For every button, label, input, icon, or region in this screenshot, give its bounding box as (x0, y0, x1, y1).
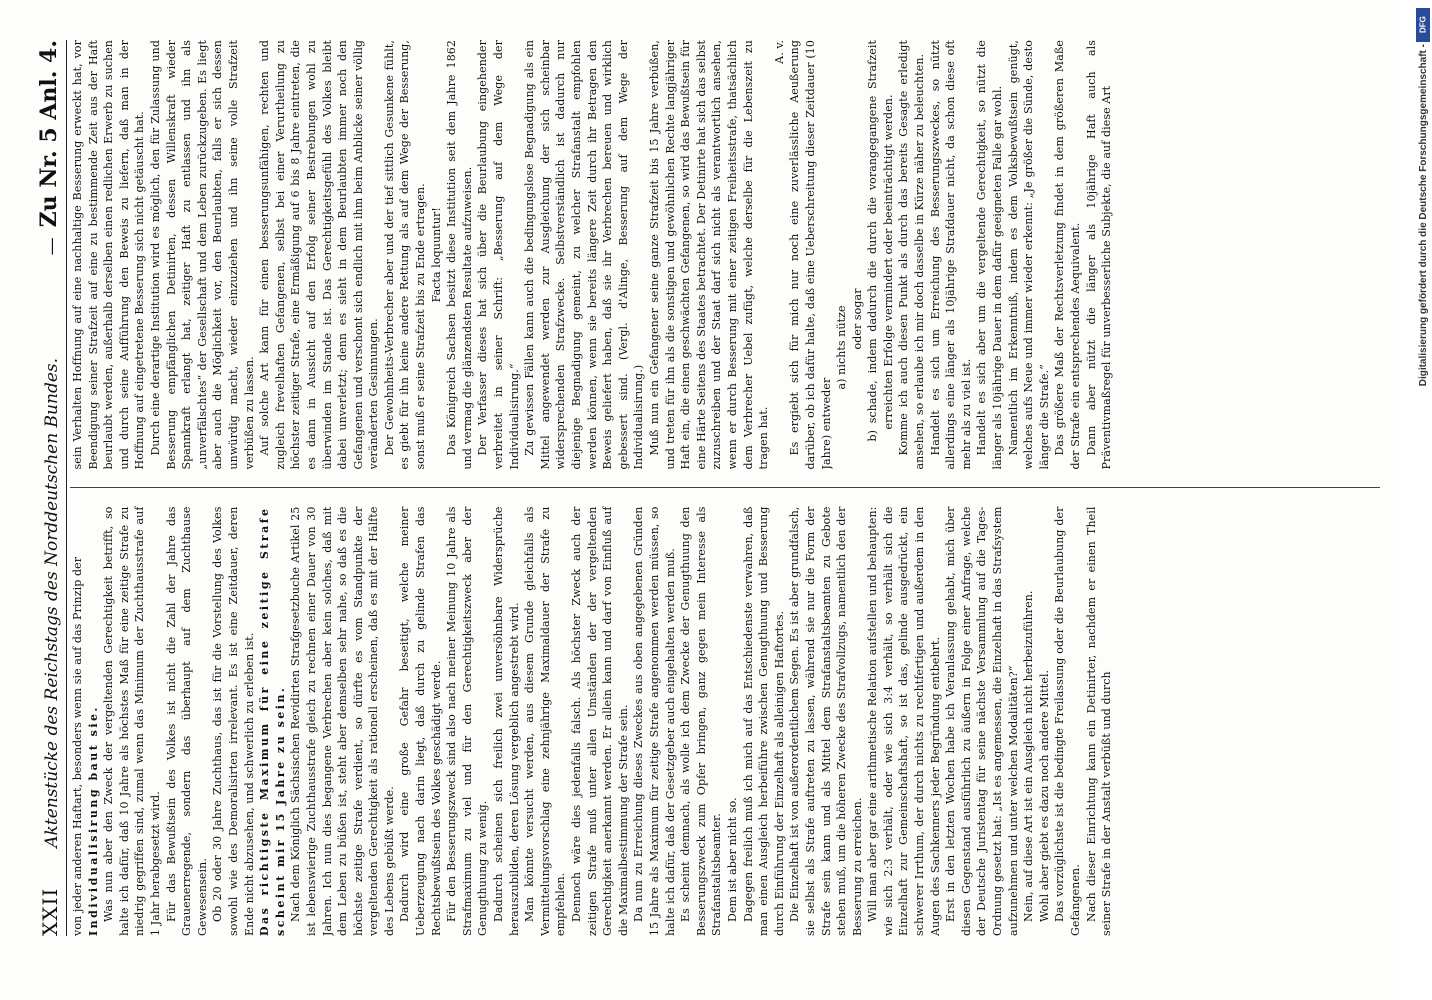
paragraph: Nach dieser Einrichtung kann ein Detinirter, nachdem er einen Theil seiner Strafe in der Anstalt verbüßt und durch (1084, 506, 1114, 936)
paragraph: Das Königreich Sachsen besitzt diese Institution seit dem Jahre 1862 und vermag die glänzendsten Resultate aufzuweisen. (445, 40, 474, 470)
digitization-credit: Digitalisierung gefördert durch die Deutsche Forschungsgemeinschaft - (1417, 44, 1429, 387)
header-dash: — (41, 237, 62, 256)
paragraph: Für den Besserungszweck sind also nach meiner Meinung 10 Jahre als Strafmaximum zu viel und für den Gerechtigkeitszweck aber der Genugthuung zu wenig. (445, 506, 490, 936)
paragraph: Was nun aber den Zweck der vergeltenden Gerechtigkeit betrifft, so halte ich dafür, daß 10 Jahre als höchstes Maß für eine zeitige Strafe zu niedrig gegriffen sind, zumal wenn das Minimum der Zuchthausstrafe auf 1 Jahr herabgesetzt wird. (102, 506, 162, 936)
paragraph: Nein, auf diese Art ist ein Ausgleich nicht herbeizuführen. (1022, 590, 1036, 922)
paragraph: Muß nun ein Gefangener seine ganze Strafzeit bis 15 Jahre verbüßen, und treten für ihn als die sonstigen und gewöhnlichen Rechte langjähriger Haft ein, die einen geschwächten Gefangenen, so wird das Bewußtsein für eine Härte Seitens des Staates betrachtet. Der Detinirte hat sich das selbst zuzuschreiben und der Staat darf sich nicht als verantwortlich ansehen, wenn er durch Besserung mit einer zeitigen Freiheitsstrafe, thatsächlich dem Verbrecher Uebel zufügt, welche derselbe für die Lebenszeit zu tragen hat. (647, 40, 771, 470)
paragraph: Dem ist aber nicht so. (725, 797, 739, 922)
document-reference: Zu Nr. 5 Anl. 4. (36, 40, 62, 228)
text-columns (70, 40, 1380, 936)
paragraph: Dadurch wird eine große Gefahr beseitigt, welche meiner Ueberzeugung nach darin liegt, daß durch zu gelinde Strafen das Rechtsbewußtsein des Volkes geschädigt werde. (398, 506, 443, 936)
paragraph: Will man aber gar eine arithmetische Relation aufstellen und behaupten: wie sich 2:3 verhält, oder wie sich 3:4 verhält, so verhält sich die Einzelhaft zur Gemeinschaftshaft, so ist das, gelinde ausgedrückt, ein schwerer Irrthum, der durch nichts zu rechtfertigen und außerdem in den Augen des Sachkenners jeder Begründung entbehrt. (866, 506, 942, 936)
right-column (70, 40, 1380, 470)
paragraph: Dagegen freilich muß ich mich auf das Entschiedenste verwahren, daß man einen Ausgleich herbeiführe zwischen Genugthuung und Besserung durch Einführung der Einzelhaft als alleinigen Haftortes. (741, 506, 786, 936)
paragraph: Namentlich im Erkenntniß, indem es dem Volksbewußtsein genügt, welches aufs Neue und immer wieder erkennt: „Je größer die Sünde, desto länger die Strafe.“ (1006, 40, 1051, 470)
paragraph: oder sogar (850, 288, 864, 350)
paragraph: Das vorzüglichste ist die bedingte Freilassung oder die Beurlaubung der Gefangenen. (1053, 506, 1082, 936)
paragraph: Komme ich auch diesen Punkt als durch das bereits Gesagte erledigt ansehen, so erlaube ich mir doch dasselbe in Kürze näher zu beleuchten. (897, 40, 927, 470)
paragraph: Für das Bewußtsein des Volkes ist nicht die Zahl der Jahre das Grauenerregende, sondern das überhaupt auf dem Zuchthause Gewesensein. (164, 506, 209, 936)
page-number: XXII (38, 887, 62, 936)
paragraph: Dann aber nützt die länger als 10jährige Haft auch als Präventivmaßregel für unverbesserliche Subjekte, die auf diese Art (1084, 40, 1114, 470)
paragraph: Auf solche Art kann für einen besserungsunfähigen, rechten und zugleich frevelhaften Gefangenen, selbst bei einer Verurtheilung zu höchster zeitiger Strafe, eine Ermäßigung auf 6 bis 8 Jahre eintreten, die es dann in Aussicht auf den Erfolg seiner Bestrebungen wohl zu überwinden im Stande ist. Das Gerechtigkeitsgefühl des Volkes bleibt dabei unverletzt; denn es sieht in dem Beurlaubten immer noch den Gefangenen und verschont sich endlich mit ihm beim Anblicke seiner völlig veränderten Gesinnungen. (258, 40, 381, 470)
paragraph: Dadurch scheinen sich freilich zwei unversöhnbare Widersprüche herauszubilden, deren Lösung vergeblich angestrebt wird. (492, 506, 521, 936)
left-column (70, 507, 1380, 937)
paragraph: Das größere Maß der Rechtsverletzung findet in dem größeren Maße der Strafe ein entsprechendes Aequivalent. (1053, 40, 1082, 470)
paragraph: Erst in den letzten Wochen habe ich Veranlassung gehabt, mich über diesen Gegenstand ausführlich zu äußern in Folge einer Anfrage, welche der Deutsche Juristentag für seine nächste Versammlung auf die Tages-Ordnung gesetzt hat: „Ist es angemessen, die Einzelhaft in das Strafsystem aufzunehmen und unter welchen Modalitäten?“ (944, 506, 1020, 936)
digitization-sidebar (1416, 8, 1430, 386)
running-title: Aktenstücke des Reichstags des Norddeutschen Bundes. (42, 357, 62, 848)
paragraph: Nach dem Königlich Sächsischen Revidirten Strafgesetzbuche Artikel 25 ist lebenswierige Zuchthausstrafe gleich zu rechnen einer Dauer von 30 Jahren. Ich nun dies begangene Verbrechen aber kein solches, daß mit dem Leben zu büßen ist, steht aber demselben sehr nahe, so daß es die höchste zeitige Strafe verdient, so dürfte es vom Standpunkte der vergeltenden Gerechtigkeit als rationell erscheinen, daß es mit der Hälfte des Lebens gebüßt werde. (289, 506, 396, 936)
paragraph: Es ergiebt sich für mich nur noch eine zuverlässliche Aeußerung darüber, ob ich dafür halte, daß eine Ueberschreitung dieser Zeitdauer (10 Jahre) entweder (788, 40, 833, 470)
paragraph: Dennoch wäre dies jedenfalls falsch. Als höchster Zweck auch der zeitigen Strafe muß unter allen Umständen der der vergeltenden Gerechtigkeit anerkannt werden. Er allein kann und darf von Einfluß auf die Maximalbestimmung der Strafe sein. (570, 506, 630, 936)
paragraph: Facta loquuntur! (429, 207, 443, 303)
dfg-logo: DFG (1416, 8, 1430, 42)
paragraph: Zu gewissen Fällen kann auch die bedingungslose Begnadigung als ein Mittel angewendet werden zur Ausgleichung der sich scheinbar widersprechenden Strafzwecke. Selbstverständlich ist dadurch nur diejenige Begnadigung gemeint, zu welcher Strafanstalt empfohlen werden können, wenn sie bereits längere Zeit durch ihr Betragen den Beweis geliefert haben, daß sie ihr Verbrechen bereuen und wirklich gebessert sind. (Vergl. d'Alinge, Besserung auf dem Wege der Individualisirung.) (523, 40, 646, 470)
paragraph: b) schade, indem dadurch die durch die vorangegangene Strafzeit erreichten Erfolge vermindert oder beeinträchtigt werden. (866, 40, 895, 442)
paragraph: Handelt es sich um Erreichung des Besserungszweckes, so nützt allerdings eine länger als 10jährige Strafdauer nicht, da schon diese oft mehr als zu viel ist. (928, 40, 973, 470)
paragraph: Es scheint demnach, als wolle ich dem Zwecke der Genugthuung den Besserungszweck zum Opfer bringen, ganz gegen mein Interesse als Strafanstaltsbeamter. (679, 506, 724, 936)
paragraph: Ob 20 oder 30 Jahre Zuchthaus, das ist für die Vorstellung des Volkes sowohl wie des Demoralisirten irrelevant. Es ist eine Zeitdauer, deren Ende nicht abzusehen, und schwerlich zu erleben ist. (211, 506, 256, 936)
paragraph: A. v. (772, 40, 786, 64)
paragraph: Der Gewohnheits-Verbrecher aber und der tief sittlich Gesunkene fühlt, es giebt für ihn keine andere Rettung als auf dem Wege der Besserung, sonst muß er seine Strafzeit bis zu Ende ertragen. (382, 40, 428, 470)
paragraph: Wohl aber giebt es dazu noch andere Mittel. (1037, 669, 1051, 922)
page-header (28, 40, 67, 936)
paragraph: Das richtigste Maximum für eine zeitige Strafe scheint mir 15 Jahre zu sein. (258, 506, 287, 936)
paragraph: Die Einzelhaft ist von außerordentlichem Segen. Es ist aber grundfalsch, sie selbst als Strafe auftreten zu lassen, während sie nur die Form der Strafe sein kann und als Mittel dem Strafanstaltsbeamten zu Gebote stehen muß, um die höheren Zwecke des Strafvollzugs, namentlich den der Besserung zu erreichen. (788, 506, 864, 936)
paragraph: Handelt es sich aber um die vergeltende Gerechtigkeit, so nützt die länger als 10jährige Dauer in dem dafür geeigneten Falle gar wohl. (975, 40, 1005, 470)
paragraph: Man könnte versucht werden, aus diesem Grunde gleichfalls als Vermittelungsvorschlag eine zehnjährige Maximaldauer der Strafe zu empfehlen. (523, 506, 568, 936)
paragraph: Durch eine derartige Institution wird es möglich, den für Zulassung und Besserung empfänglichen Detinirten, dessen Willenskraft wieder Spannkraft erlangt hat, zeitiger Haft zu entlassen und ihn als „unverfälschtes“ der Gesellschaft und dem Leben zurückzugeben. Es liegt aber auch die Möglichkeit vor, den Beurlaubten, falls er sich dessen unwürdig macht, wieder einzuziehen und ihn seine volle Strafzeit verbüßen zu lassen. (148, 40, 256, 470)
column-divider (70, 488, 1380, 489)
paragraph: sein Verhalten Hoffnung auf eine nachhaltige Besserung erweckt hat, vor Beendigung seiner Strafzeit auf eine zu bestimmende Zeit aus der Haft beurlaubt werden, außerhalb derselben einen redlichen Erwerb zu suchen und durch seine Aufführung den Beweis zu liefern, daß man in der Hoffnung auf eingetretene Besserung sich nicht getäuscht hat. (71, 40, 147, 470)
paragraph: Der Verfasser dieses hat sich über die Beurlaubung eingehender verbreitet in seiner Schrift: „Besserung auf dem Wege der Individualisirung.“ (476, 40, 521, 470)
paragraph: a) nichts nütze (835, 305, 849, 390)
paragraph: von jeder anderen Haftart, besonders wenn sie auf das Prinzip der (71, 556, 84, 936)
paragraph: Individualisirung baut sie. (86, 705, 100, 936)
paragraph: Da nun zu Erreichung dieses Zweckes aus oben angegebenen Gründen 15 Jahre als Maximum für zeitige Strafe angenommen werden müssen, so halte ich dafür, daß der Gesetzgeber auch eingehalten werden muß. (632, 506, 677, 936)
